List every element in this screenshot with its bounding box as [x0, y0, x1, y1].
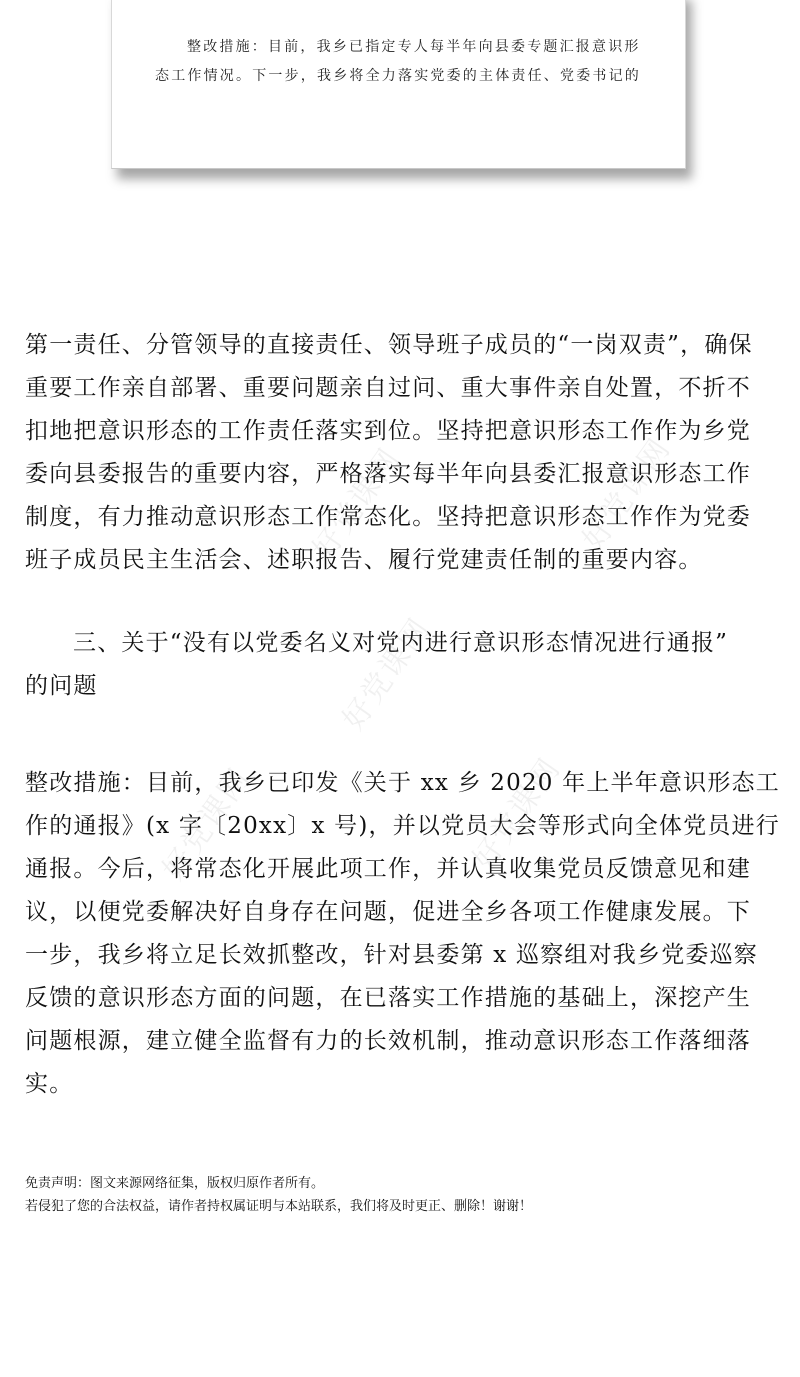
watermark: 好党课网 — [575, 431, 678, 557]
paragraph-rectification — [25, 762, 780, 1106]
text-line: 制度，有力推动意识形态工作常态化。坚持把意识形态工作作为党委 — [25, 504, 751, 530]
document-page-preview — [111, 0, 686, 169]
heading-line: 三、关于“没有以党委名义对党内进行意识形态情况进行通报” — [73, 630, 729, 656]
watermark: 好党课网 — [305, 441, 408, 567]
text-line: 议，以便党委解决好自身存在问题，促进全乡各项工作健康发展。下 — [25, 899, 751, 925]
text-line: 第一责任、分管领导的直接责任、领导班子成员的“一岗双责”，确保 — [25, 332, 753, 358]
text-line: 一步，我乡将立足长效抓整改，针对县委第 x 巡察组对我乡党委巡察 — [25, 942, 758, 968]
text-line: 班子成员民主生活会、述职报告、履行党建责任制的重要内容。 — [25, 547, 703, 573]
watermark: 好党课网 — [335, 611, 438, 737]
text-line: 扣地把意识形态的工作责任落实到位。坚持把意识形态工作作为乡党 — [25, 418, 751, 444]
disclaimer-line-2: 若侵犯了您的合法权益，请作者持权属证明与本站联系，我们将及时更正、删除！谢谢！ — [25, 1199, 533, 1214]
text-line: 问题根源，建立健全监督有力的长效机制，推动意识形态工作落细落 — [25, 1028, 751, 1054]
heading-line: 的问题 — [25, 673, 98, 699]
text-line: 反馈的意识形态方面的问题，在已落实工作措施的基础上，深挖产生 — [25, 985, 751, 1011]
watermark: 好党课网 — [465, 751, 568, 877]
disclaimer — [25, 1172, 532, 1218]
text-line: 整改措施：目前，我乡已印发《关于 xx 乡 2020 年上半年意识形态工 — [25, 770, 780, 796]
preview-line-1: 整改措施：目前，我乡已指定专人每半年向县委专题汇报意识形 — [187, 39, 641, 55]
watermark: 好党课网 — [155, 761, 258, 887]
text-line: 重要工作亲自部署、重要问题亲自过问、重大事件亲自处置，不折不 — [25, 375, 751, 401]
text-line: 作的通报》(x 字〔20xx〕x 号)，并以党员大会等形式向全体党员进行 — [25, 813, 780, 839]
preview-line-2: 态工作情况。下一步，我乡将全力落实党委的主体责任、党委书记的 — [155, 68, 641, 84]
section-heading-3 — [25, 622, 777, 708]
paragraph-responsibility — [25, 324, 777, 582]
text-line: 委向县委报告的重要内容，严格落实每半年向县委汇报意识形态工作 — [25, 461, 751, 487]
disclaimer-line-1: 免责声明：图文来源网络征集，版权归原作者所有。 — [25, 1176, 325, 1191]
text-line: 通报。今后，将常态化开展此项工作，并认真收集党员反馈意见和建 — [25, 856, 751, 882]
text-line: 实。 — [25, 1071, 74, 1097]
